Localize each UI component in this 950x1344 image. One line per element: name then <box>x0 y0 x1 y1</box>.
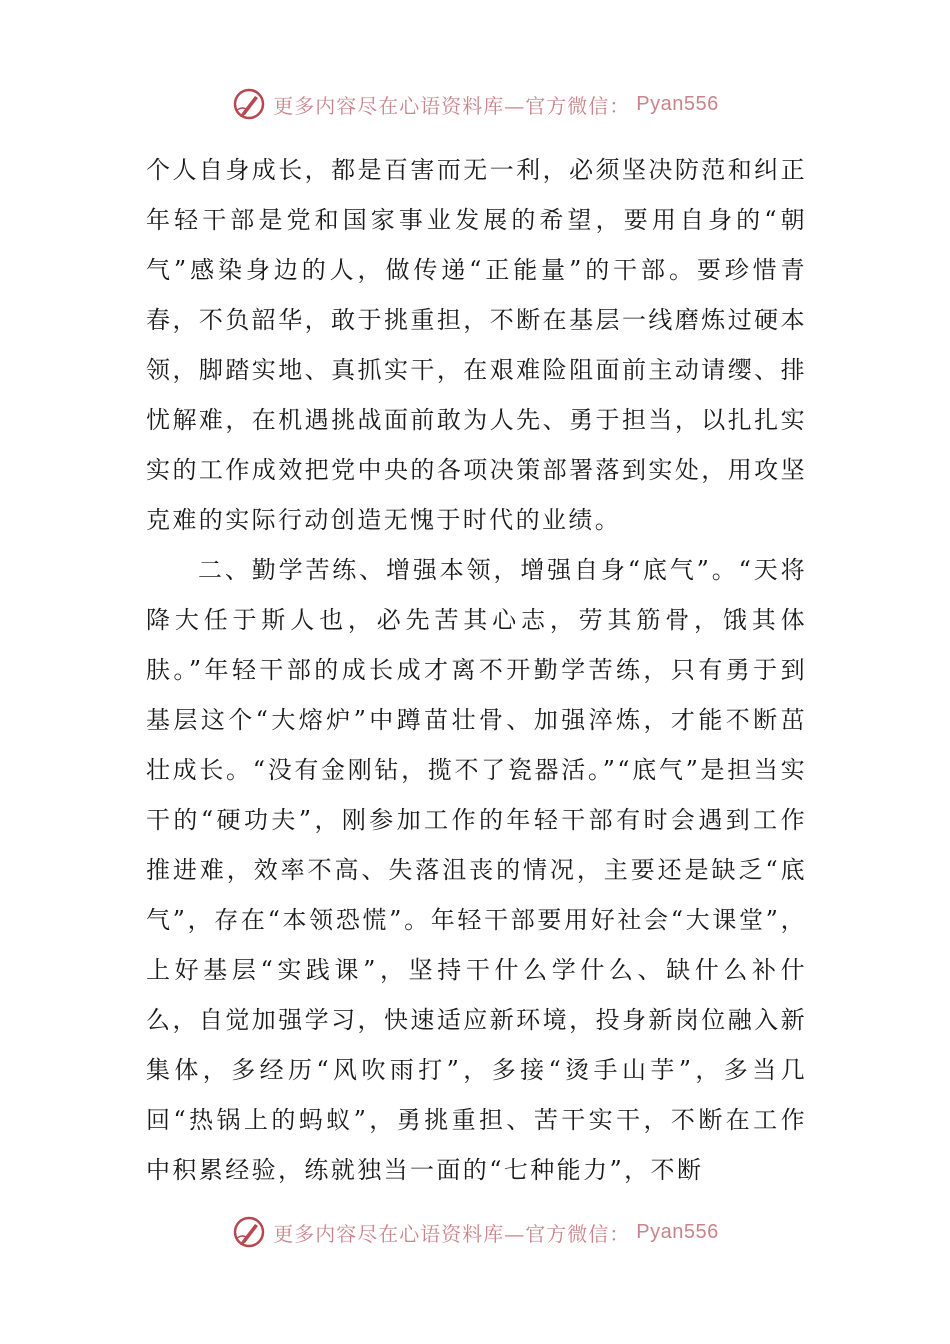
paragraph-2: 二、勤学苦练、增强本领，增强自身“底气”。“天将降大任于斯人也，必先苦其心志，劳其筋骨，饿其体肤。”年轻干部的成长成才离不开勤学苦练，只有勇于到基层这个“大熔炉”中蹲苗壮骨、加强淬炼，才能不断茁壮成长。“没有金刚钻，揽不了瓷器活。”“底气”是担当实干的“硬功夫”，刚参加工作的年轻干部有时会遇到工作推进难，效率不高、失落沮丧的情况，主要还是缺乏“底气”，存在“本领恐慌”。年轻干部要用好社会“大课堂”，上好基层“实践课”，坚持干什么学什么、缺什么补什么，自觉加强学习，快速适应新环境，投身新岗位融入新集体，多经历“风吹雨打”，多接“烫手山芋”，多当几回“热锅上的蚂蚁”，勇挑重担、苦干实干，不断在工作中积累经验，练就独当一面的“七种能力”，不断 <box>146 556 807 1184</box>
watermark-text: 更多内容尽在心语资料库—官方微信： <box>273 93 631 118</box>
watermark-wechat-id: Pyan556 <box>636 1220 719 1243</box>
pen-circle-logo-icon <box>231 86 267 122</box>
document-body <box>146 145 807 1195</box>
header-watermark <box>0 84 950 124</box>
paragraph-1: 个人自身成长，都是百害而无一利，必须坚决防范和纠正年轻干部是党和国家事业发展的希望，要用自身的“朝气”感染身边的人，做传递“正能量”的干部。要珍惜青春，不负韶华，敢于挑重担，不断在基层一线磨炼过硬本领，脚踏实地、真抓实干，在艰难险阻面前主动请缨、排忧解难，在机遇挑战面前敢为人先、勇于担当，以扎扎实实的工作成效把党中央的各项决策部署落到实处，用攻坚克难的实际行动创造无愧于时代的业绩。 <box>146 156 807 534</box>
watermark-text: 更多内容尽在心语资料库—官方微信： <box>273 1221 631 1246</box>
footer-watermark <box>0 1212 950 1252</box>
pen-circle-logo-icon <box>231 1214 267 1250</box>
watermark-wechat-id: Pyan556 <box>636 92 719 115</box>
